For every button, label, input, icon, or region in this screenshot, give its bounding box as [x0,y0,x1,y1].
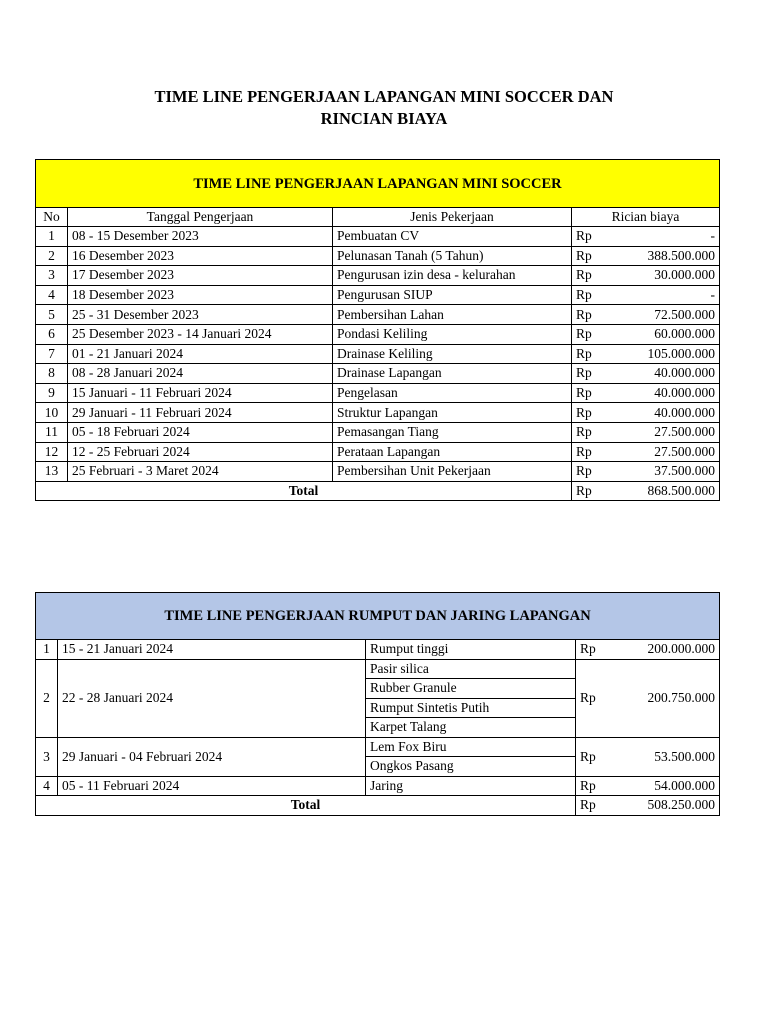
table-row [36,462,720,482]
currency-label: Rp [580,690,596,705]
row-job: Pengurusan SIUP [333,285,572,305]
row-item: Rubber Granule [366,679,576,699]
row-number: 7 [36,344,68,364]
cost-amount: - [710,287,715,303]
row-job: Pembersihan Unit Pekerjaan [333,462,572,482]
row-number: 2 [36,246,68,266]
currency-label: Rp [580,797,596,813]
column-header-job: Jenis Pekerjaan [333,208,572,227]
cost-cell [572,266,720,286]
cost-amount: 40.000.000 [654,365,715,381]
currency-label: Rp [576,483,592,499]
row-job: Perataan Lapangan [333,442,572,462]
table-row [36,640,720,660]
row-job: Pondasi Keliling [333,324,572,344]
table-row [36,227,720,247]
cost-amount: 105.000.000 [647,345,715,361]
total-row [36,796,720,816]
cost-amount: 72.500.000 [654,306,715,322]
row-date: 08 - 15 Desember 2023 [68,227,333,247]
cost-cell [576,640,720,660]
table-row [36,776,720,796]
row-number: 9 [36,383,68,403]
row-job: Pembuatan CV [333,227,572,247]
table-row [36,383,720,403]
currency-label: Rp [580,777,596,793]
row-date: 01 - 21 Januari 2024 [68,344,333,364]
column-header-date: Tanggal Pengerjaan [68,208,333,227]
row-item: Jaring [366,776,576,796]
row-number: 1 [36,227,68,247]
row-date: 17 Desember 2023 [68,266,333,286]
currency-label: Rp [576,287,592,303]
currency-label: Rp [576,228,592,244]
cost-cell [576,659,720,737]
title-line-2: RINCIAN BIAYA [320,109,448,128]
cost-cell [572,246,720,266]
row-date: 29 Januari - 11 Februari 2024 [68,403,333,423]
row-number: 2 [36,659,58,737]
cost-amount: 40.000.000 [654,385,715,401]
row-number: 3 [36,737,58,776]
row-item: Karpet Talang [366,718,576,738]
table-row [36,403,720,423]
table-row [36,442,720,462]
table-row [36,285,720,305]
cost-cell [572,364,720,384]
row-date: 25 Februari - 3 Maret 2024 [68,462,333,482]
table-row [36,266,720,286]
cost-cell [572,442,720,462]
row-number: 3 [36,266,68,286]
cost-cell [572,462,720,482]
table-row [36,305,720,325]
table-row [36,344,720,364]
title-line-1: TIME LINE PENGERJAAN LAPANGAN MINI SOCCER DAN [154,87,614,106]
currency-label: Rp [576,443,592,459]
row-date: 12 - 25 Februari 2024 [68,442,333,462]
currency-label: Rp [576,424,592,440]
column-header-no: No [36,208,68,227]
row-date: 18 Desember 2023 [68,285,333,305]
currency-label: Rp [576,267,592,283]
cost-cell [572,324,720,344]
row-job: Pemasangan Tiang [333,422,572,442]
table-row [36,246,720,266]
mini-soccer-timeline-table [35,159,720,501]
total-label: Total [36,796,576,816]
cost-amount: 388.500.000 [647,247,715,263]
row-job: Drainase Lapangan [333,364,572,384]
row-number: 1 [36,640,58,660]
cost-amount: 27.500.000 [654,424,715,440]
cost-cell [572,305,720,325]
currency-label: Rp [576,345,592,361]
cost-cell [576,737,720,776]
table-row [36,659,720,679]
table-row [36,364,720,384]
cost-cell [572,383,720,403]
row-job: Pembersihan Lahan [333,305,572,325]
row-date: 16 Desember 2023 [68,246,333,266]
row-item: Lem Fox Biru [366,737,576,757]
row-date: 05 - 11 Februari 2024 [58,776,366,796]
row-number: 12 [36,442,68,462]
row-job: Struktur Lapangan [333,403,572,423]
row-job: Drainase Keliling [333,344,572,364]
currency-label: Rp [576,404,592,420]
currency-label: Rp [580,748,596,764]
document-title [0,86,768,130]
cost-cell [572,481,720,501]
row-item: Ongkos Pasang [366,757,576,777]
row-number: 11 [36,422,68,442]
cost-amount: 54.000.000 [654,777,716,793]
row-job: Pengurusan izin desa - kelurahan [333,266,572,286]
table2-header: TIME LINE PENGERJAAN RUMPUT DAN JARING LAPANGAN [36,593,720,640]
row-date: 25 Desember 2023 - 14 Januari 2024 [68,324,333,344]
currency-label: Rp [576,463,592,479]
cost-amount: 200.750.000 [647,690,716,705]
row-number: 4 [36,285,68,305]
row-number: 4 [36,776,58,796]
column-header-cost: Rician biaya [572,208,720,227]
cost-amount: 40.000.000 [654,404,715,420]
grass-net-timeline-table [35,592,720,816]
row-item: Rumput Sintetis Putih [366,698,576,718]
row-date: 05 - 18 Februari 2024 [68,422,333,442]
table-row [36,737,720,757]
row-date: 08 - 28 Januari 2024 [68,364,333,384]
row-job: Pelunasan Tanah (5 Tahun) [333,246,572,266]
row-number: 10 [36,403,68,423]
cost-amount: 868.500.000 [647,483,715,499]
cost-cell [572,422,720,442]
cost-amount: 30.000.000 [654,267,715,283]
row-date: 22 - 28 Januari 2024 [58,659,366,737]
row-job: Pengelasan [333,383,572,403]
cost-amount: 53.500.000 [654,748,716,764]
cost-amount: 37.500.000 [654,463,715,479]
cost-amount: 60.000.000 [654,326,715,342]
total-label: Total [36,481,572,501]
row-date: 29 Januari - 04 Februari 2024 [58,737,366,776]
row-date: 25 - 31 Desember 2023 [68,305,333,325]
row-date: 15 - 21 Januari 2024 [58,640,366,660]
currency-label: Rp [576,326,592,342]
total-row [36,481,720,501]
table-row [36,422,720,442]
row-date: 15 Januari - 11 Februari 2024 [68,383,333,403]
row-item: Rumput tinggi [366,640,576,660]
cost-cell [576,796,720,816]
currency-label: Rp [576,247,592,263]
table1-header: TIME LINE PENGERJAAN LAPANGAN MINI SOCCER [36,160,720,208]
row-item: Pasir silica [366,659,576,679]
cost-cell [576,776,720,796]
currency-label: Rp [576,365,592,381]
currency-label: Rp [580,641,596,657]
row-number: 8 [36,364,68,384]
row-number: 5 [36,305,68,325]
cost-cell [572,403,720,423]
cost-cell [572,344,720,364]
cost-amount: 27.500.000 [654,443,715,459]
cost-amount: 508.250.000 [647,797,716,813]
row-number: 6 [36,324,68,344]
cost-amount: - [710,228,715,244]
cost-cell [572,227,720,247]
row-number: 13 [36,462,68,482]
currency-label: Rp [576,306,592,322]
cost-amount: 200.000.000 [647,641,716,657]
cost-cell [572,285,720,305]
currency-label: Rp [576,385,592,401]
table-row [36,324,720,344]
